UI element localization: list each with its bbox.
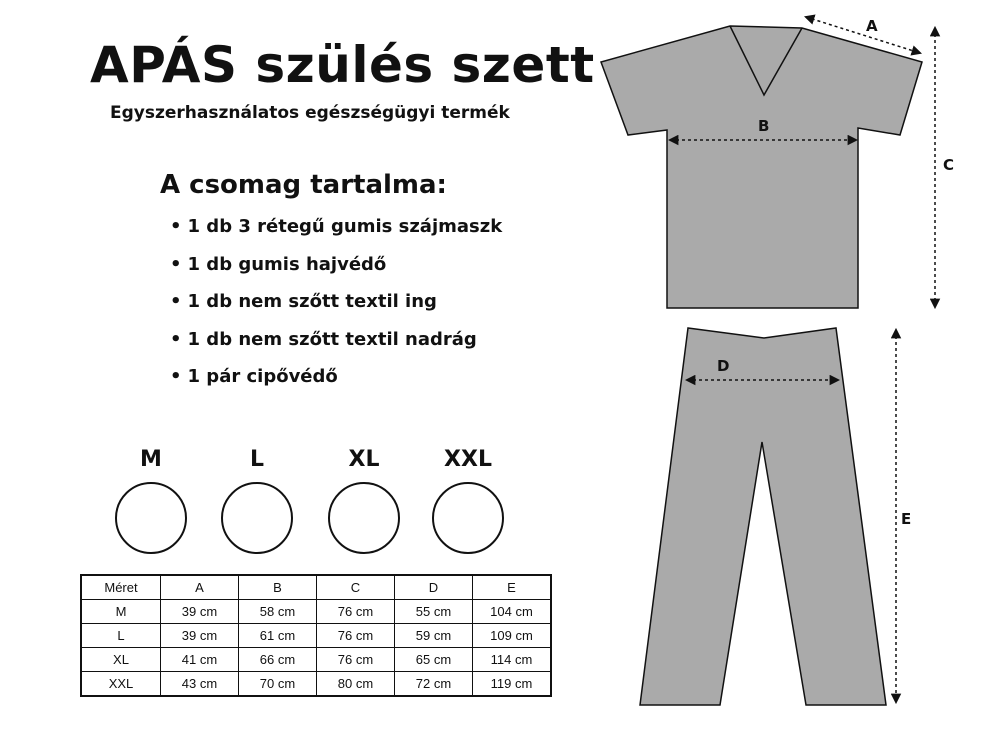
table-cell: 119 cm [473, 672, 552, 697]
table-cell: 59 cm [395, 624, 473, 648]
list-item: • 1 pár cipővédő [170, 363, 502, 401]
table-header: B [239, 575, 317, 600]
page-title: APÁS szülés szett [90, 36, 595, 94]
table-cell: 41 cm [161, 648, 239, 672]
dimension-label-c: C [943, 156, 955, 174]
size-label: L [249, 447, 265, 472]
dimension-label-e: E [901, 510, 912, 528]
table-cell: 55 cm [395, 600, 473, 624]
table-cell: 39 cm [161, 600, 239, 624]
table-cell: 70 cm [239, 672, 317, 697]
table-cell: 109 cm [473, 624, 552, 648]
table-header: A [161, 575, 239, 600]
table-cell: 80 cm [317, 672, 395, 697]
table-cell: 114 cm [473, 648, 552, 672]
contents-heading: A csomag tartalma: [160, 170, 447, 200]
list-item: • 1 db gumis hajvédő [170, 251, 502, 289]
size-label: XXL [444, 447, 492, 472]
list-item: • 1 db nem szőtt textil ing [170, 288, 502, 326]
table-cell: M [81, 600, 161, 624]
table-cell: XL [81, 648, 161, 672]
table-cell: 61 cm [239, 624, 317, 648]
table-cell: 76 cm [317, 624, 395, 648]
table-cell: 66 cm [239, 648, 317, 672]
list-item: • 1 db 3 rétegű gumis szájmaszk [170, 213, 502, 251]
table-cell: XXL [81, 672, 161, 697]
table-cell: 43 cm [161, 672, 239, 697]
table-cell: 72 cm [395, 672, 473, 697]
dimension-label-a: A [866, 17, 878, 35]
table-cell: 58 cm [239, 600, 317, 624]
table-header: C [317, 575, 395, 600]
size-label: XL [348, 447, 380, 472]
table-cell: 76 cm [317, 600, 395, 624]
table-header: D [395, 575, 473, 600]
table-header: Méret [81, 575, 161, 600]
size-label: M [140, 447, 162, 472]
table-cell: 104 cm [473, 600, 552, 624]
table-header: E [473, 575, 552, 600]
table-cell: 39 cm [161, 624, 239, 648]
table-cell: 65 cm [395, 648, 473, 672]
page-subtitle: Egyszerhasználatos egészségügyi termék [110, 103, 510, 123]
shirt-illustration [601, 17, 954, 308]
pants-illustration [640, 328, 911, 705]
dimension-label-b: B [758, 117, 770, 135]
table-cell: L [81, 624, 161, 648]
dimension-label-d: D [717, 357, 730, 375]
table-cell: 76 cm [317, 648, 395, 672]
list-item: • 1 db nem szőtt textil nadrág [170, 326, 502, 364]
